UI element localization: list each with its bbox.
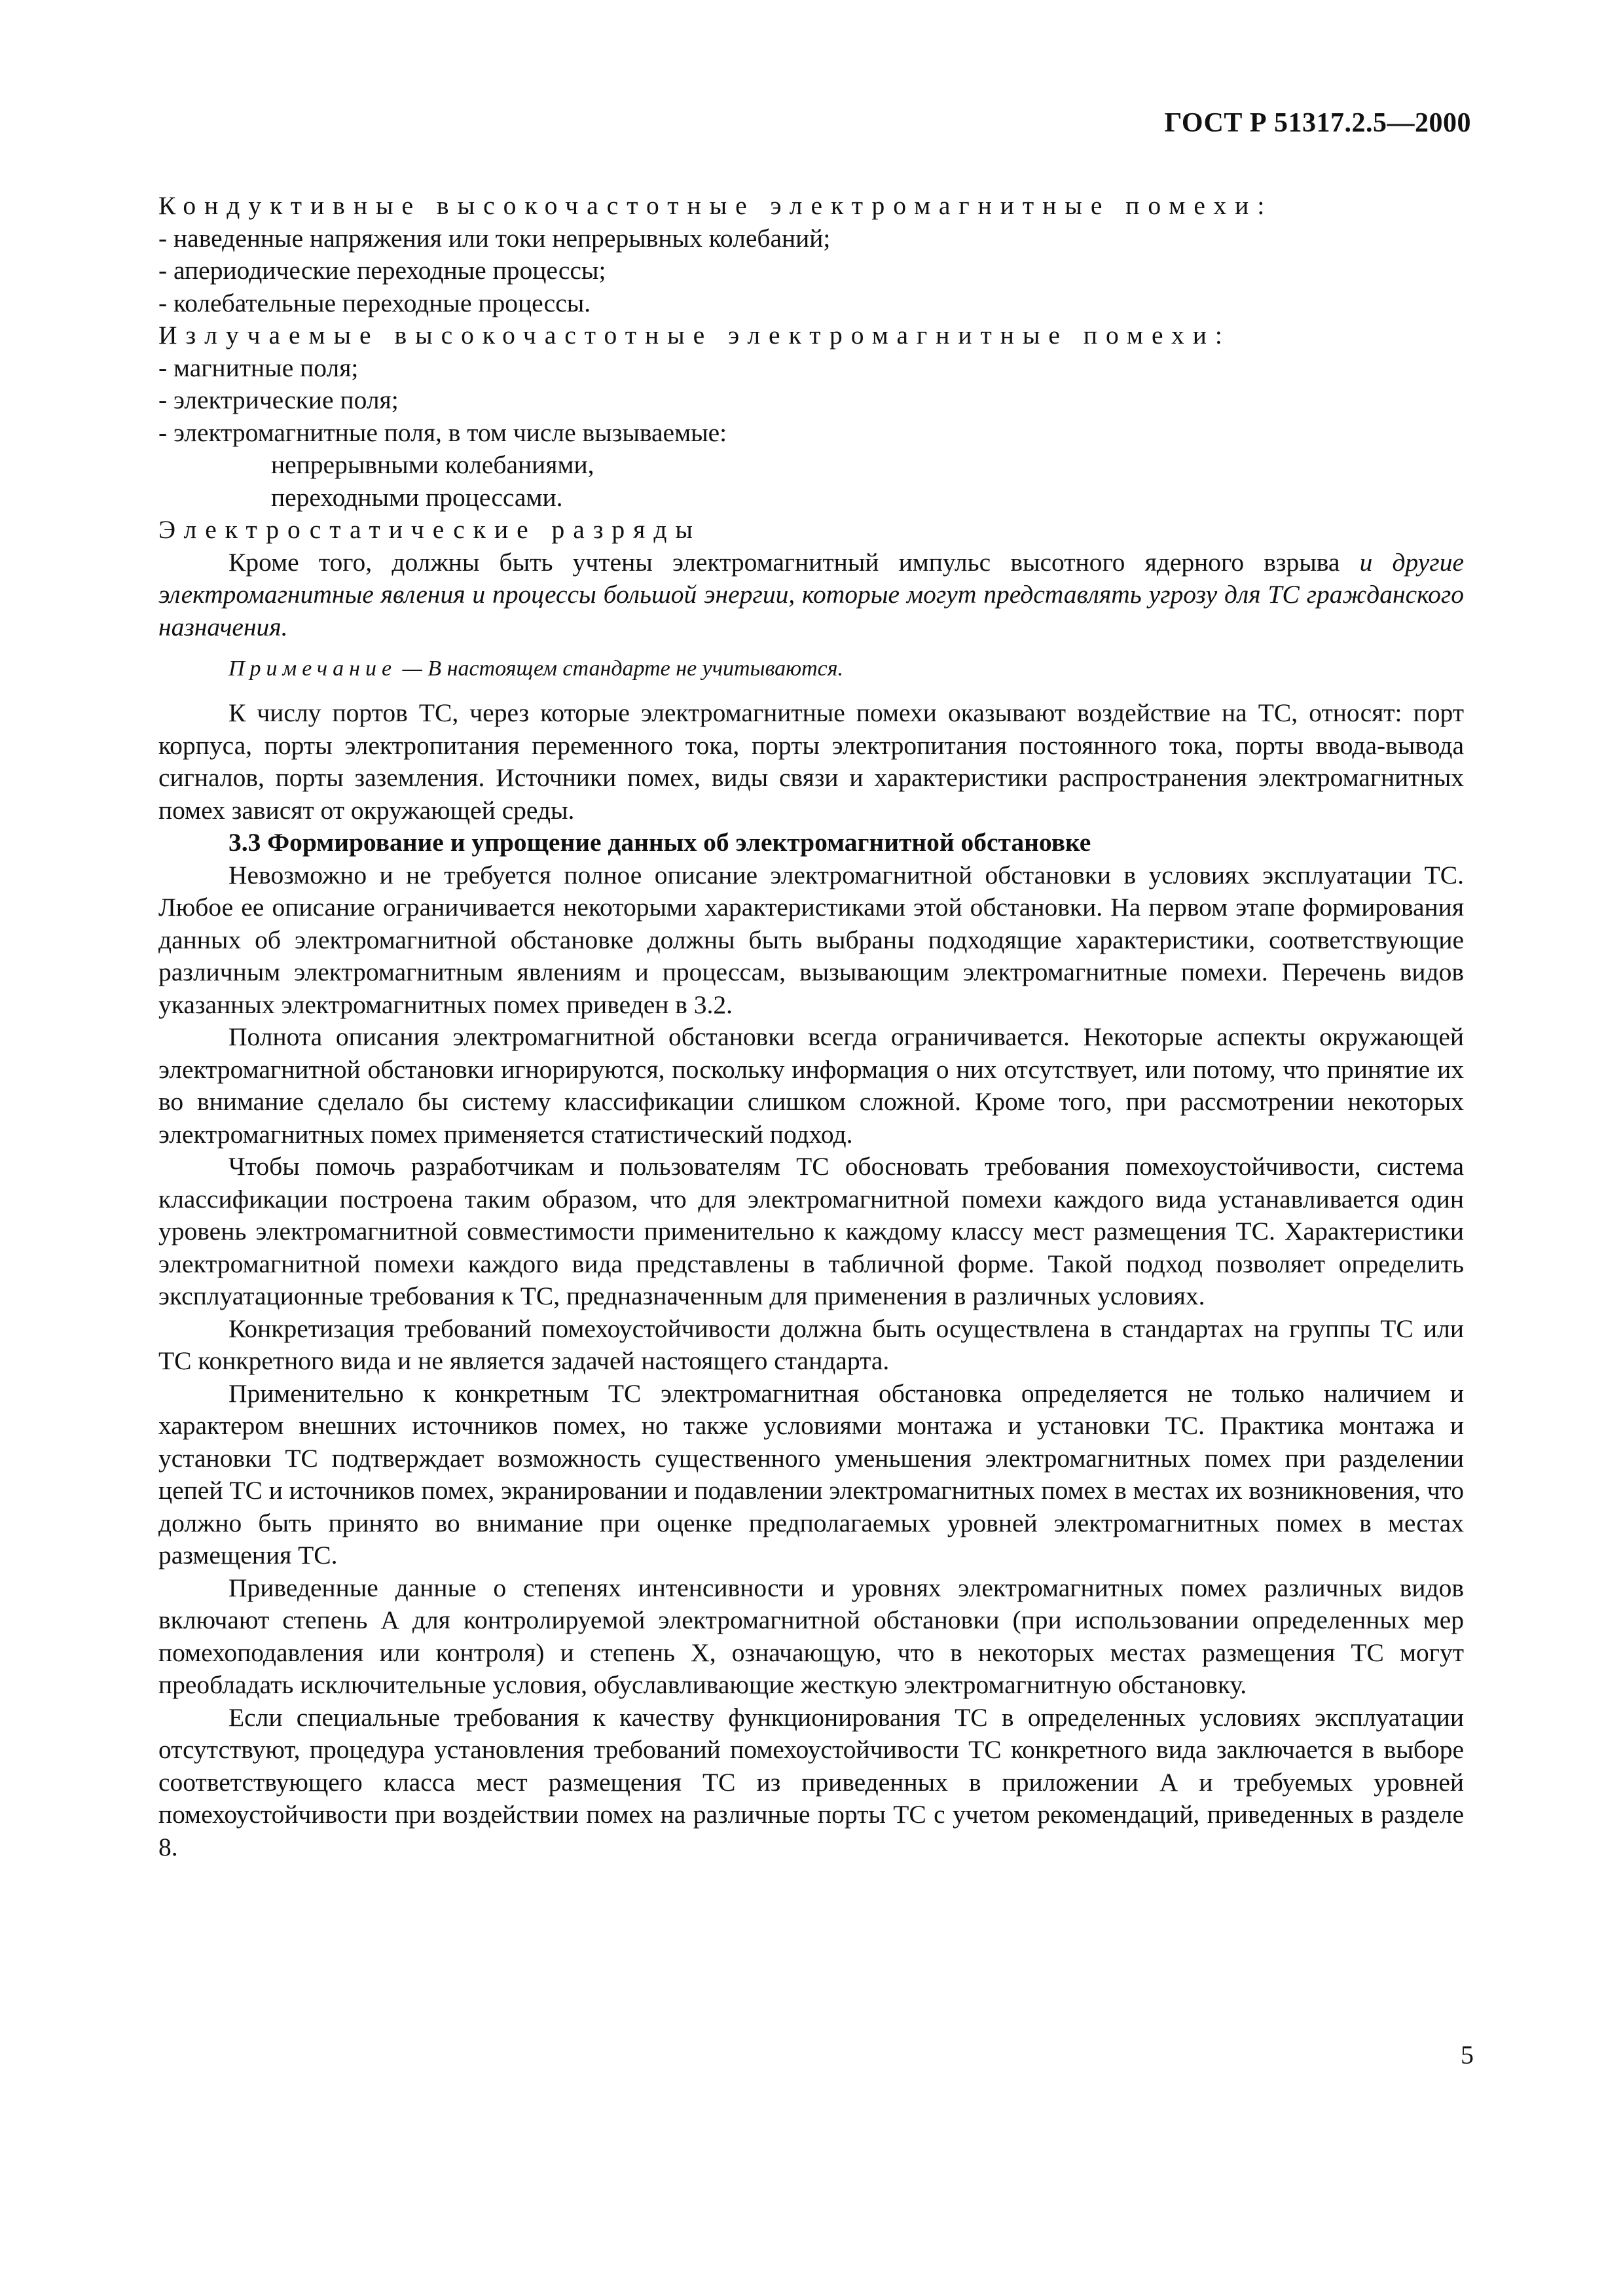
- page-number: 5: [1461, 2040, 1474, 2070]
- list-item: - колебательные переходные процессы.: [158, 288, 591, 317]
- section-heading: 3.3 Формирование и упрощение данных об электромагнитной обстановке: [228, 828, 1091, 857]
- body-paragraph: Чтобы помочь разработчикам и пользователям ТС обосновать требования помехоустойчивости, система классификации построена таким образом, что для электромагнитной помехи каждого вида устанавливается один уровень электромагнитной совместимости применительно к каждому классу мест размещения ТС. Характеристики электромагнитной помехи каждого вида представлены в табличной форме. Такой подход позволяет определить эксплуатационные требования к ТС, предназначенным для применения в различных условиях.: [158, 1152, 1464, 1310]
- note: [158, 653, 1464, 685]
- sub-list-item: переходными процессами.: [271, 482, 563, 512]
- extra-text-italic: и другие электромагнитные явления и процессы большой энергии, которые могут представлять угрозу для ТС гражданского назначения.: [158, 547, 1464, 641]
- radiated-disturbances-title: Излучаемые высокочастотные электромагнитные помехи:: [158, 321, 1231, 350]
- list-item: - электромагнитные поля, в том числе вызываемые:: [158, 418, 727, 447]
- list-item: - магнитные поля;: [158, 353, 359, 382]
- document-id-header: ГОСТ Р 51317.2.5—2000: [1164, 108, 1471, 138]
- body-paragraph: Невозможно и не требуется полное описание электромагнитной обстановки в условиях эксплуатации ТС. Любое ее описание ограничивается некоторыми характеристиками этой обстановки. На первом этапе формирования данных об электромагнитной обстановке должны быть выбраны подходящие характеристики, соответствующие различным электромагнитным явлениям и процессам, вызывающим электромагнитные помехи. Перечень видов указанных электромагнитных помех приведен в 3.2.: [158, 860, 1464, 1019]
- list-item: - наведенные напряжения или токи непрерывных колебаний;: [158, 223, 831, 253]
- body-paragraph: Приведенные данные о степенях интенсивности и уровнях электромагнитных помех различных видов включают степень А для контролируемой электромагнитной обстановки (при использовании определенных мер помехоподавления или контроля) и степень X, означающую, что в некоторых местах размещения ТС могут преобладать исключительные условия, обуславливающие жесткую электромагнитную обстановку.: [158, 1573, 1464, 1699]
- body-paragraph: Если специальные требования к качеству функционирования ТС в определенных условиях эксплуатации отсутствуют, процедура установления требований помехоустойчивости ТС конкретного вида заключается в выборе соответствующего класса мест размещения ТС из приведенных в приложении А и требуемых уровней помехоустойчивости при воздействии помех на различные порты ТС с учетом рекомендаций, приведенных в разделе 8.: [158, 1702, 1464, 1861]
- note-label: Примечание: [228, 656, 397, 681]
- ports-paragraph: К числу портов ТС, через которые электромагнитные помехи оказывают воздействие на ТС, относят: порт корпуса, порты электропитания переменного тока, порты электропитания постоянного тока, порты ввода-вывода сигналов, порты заземления. Источники помех, виды связи и характеристики распространения электромагнитных помех зависят от окружающей среды.: [158, 698, 1464, 825]
- extra-phenomena-paragraph: [158, 547, 1464, 644]
- sub-list-item: непрерывными колебаниями,: [271, 450, 594, 479]
- extra-text-normal: Кроме того, должны быть учтены электромагнитный импульс высотного ядерного взрыва: [228, 547, 1360, 577]
- list-item: - электрические поля;: [158, 386, 399, 414]
- body-paragraph: Полнота описания электромагнитной обстановки всегда ограничивается. Некоторые аспекты окружающей электромагнитной обстановки игнорируются, поскольку информация о них отсутствует, или потому, что принятие их во внимание сделало бы систему классификации слишком сложной. Кроме того, при рассмотрении некоторых электромагнитных помех применяется статистический подход.: [158, 1022, 1464, 1149]
- body-paragraph: Конкретизация требований помехоустойчивости должна быть осуществлена в стандартах на группы ТС или ТС конкретного вида и не является задачей настоящего стандарта.: [158, 1314, 1464, 1375]
- body-paragraph: Применительно к конкретным ТС электромагнитная обстановка определяется не только наличием и характером внешних источников помех, но также условиями монтажа и установки ТС. Практика монтажа и установки ТС подтверждает возможность существенного уменьшения электромагнитных помех при разделении цепей ТС и источников помех, экранировании и подавлении электромагнитных помех в местах их возникновения, что должно быть принято во внимание при оценке предполагаемых уровней электромагнитных помех в местах размещения ТС.: [158, 1378, 1464, 1570]
- note-text: — В настоящем стандарте не учитываются.: [397, 656, 844, 681]
- page-content: [158, 190, 1464, 1863]
- conducted-disturbances-title: Кондуктивные высокочастотные электромагнитные помехи:: [158, 191, 1273, 220]
- list-item: - апериодические переходные процессы;: [158, 256, 606, 285]
- esd-title: Электростатические разряды: [158, 515, 701, 544]
